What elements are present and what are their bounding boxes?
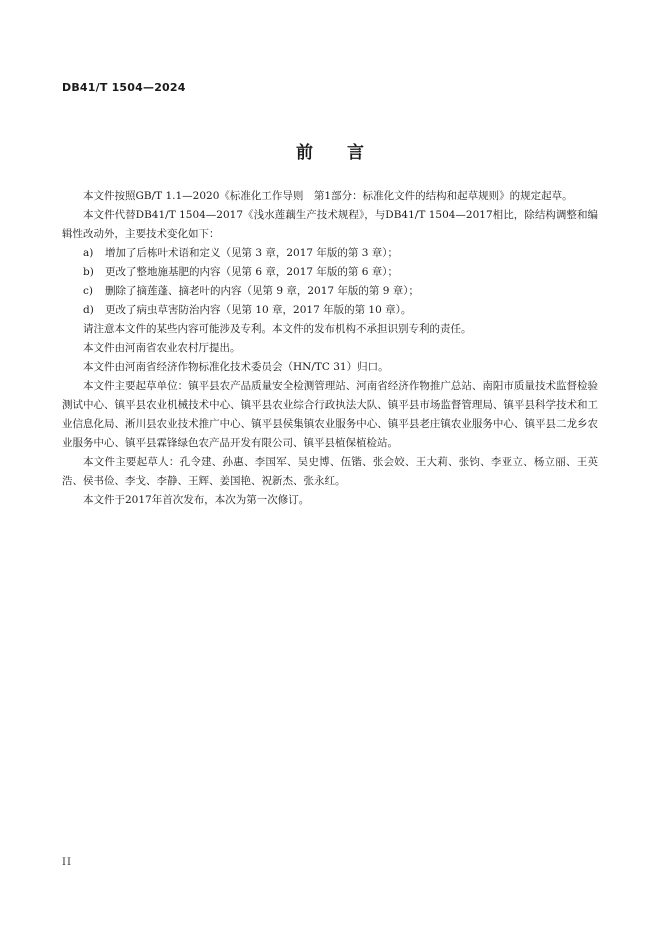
paragraph-replacement: 本文件代替DB41/T 1504—2017《浅水莲藕生产技术规程》，与DB41/T 1504—2017相比，除结构调整和编辑性改动外，主要技术变化如下：	[62, 209, 598, 240]
change-item-marker: d)	[83, 304, 94, 316]
change-item	[62, 263, 598, 282]
change-item-text: 删除了摘莲蓬、摘老叶的内容（见第 9 章，2017 年版的第 9 章）；	[105, 285, 420, 297]
paragraph-drafters: 本文件主要起草人：孔令建、孙惠、李国军、吴史博、伍锴、张会姣、王大莉、张钧、李亚立、杨立丽、王英浩、侯书俭、李戈、李静、王辉、姜国艳、祝新杰、张永红。	[62, 456, 598, 487]
document-code: DB41/T 1504—2024	[62, 81, 186, 94]
paragraph-publication-history: 本文件于2017年首次发布，本次为第一次修订。	[83, 494, 310, 506]
paragraph-under-jurisdiction: 本文件由河南省经济作物标准化技术委员会（HN/TC 31）归口。	[83, 361, 389, 373]
paragraph-proposed-by: 本文件由河南省农业农村厅提出。	[83, 342, 241, 354]
foreword-body	[62, 187, 598, 510]
foreword-heading-char-2: 言	[347, 143, 366, 163]
change-item-text: 增加了后栋叶术语和定义（见第 3 章，2017 年版的第 3 章）；	[105, 247, 399, 259]
change-item-marker: a)	[83, 247, 94, 259]
change-item-text: 更改了病虫草害防治内容（见第 10 章，2017 年版的第 10 章）。	[105, 304, 412, 316]
change-item	[62, 244, 598, 263]
foreword-heading	[0, 138, 662, 163]
paragraph-drafting-rules: 本文件按照GB/T 1.1—2020《标准化工作导则 第1部分：标准化文件的结构和起草规则》的规定起草。	[83, 190, 573, 202]
foreword-heading-char-1: 前	[296, 143, 315, 163]
change-item	[62, 301, 598, 320]
paragraph-patent-notice: 请注意本文件的某些内容可能涉及专利。本文件的发布机构不承担识别专利的责任。	[83, 323, 472, 335]
paragraph-drafting-units: 本文件主要起草单位：镇平县农产品质量安全检测管理站、河南省经济作物推广总站、南阳市质量技术监督检验测试中心、镇平县农业机械技术中心、镇平县农业综合行政执法大队、镇平县市场监督管理局、镇平县科学技术和工业信息化局、淅川县农业技术推广中心、镇平县侯集镇农业服务中心、镇平县老庄镇农业服务中心、镇平县二龙乡农业服务中心、镇平县霖锋绿色农产品开发有限公司、镇平县植保植检站。	[62, 380, 598, 449]
page-number: II	[62, 857, 72, 868]
change-item-text: 更改了整地施基肥的内容（见第 6 章，2017 年版的第 6 章）；	[105, 266, 399, 278]
change-item-marker: b)	[83, 266, 94, 278]
change-item	[62, 282, 598, 301]
change-item-marker: c)	[83, 285, 93, 297]
